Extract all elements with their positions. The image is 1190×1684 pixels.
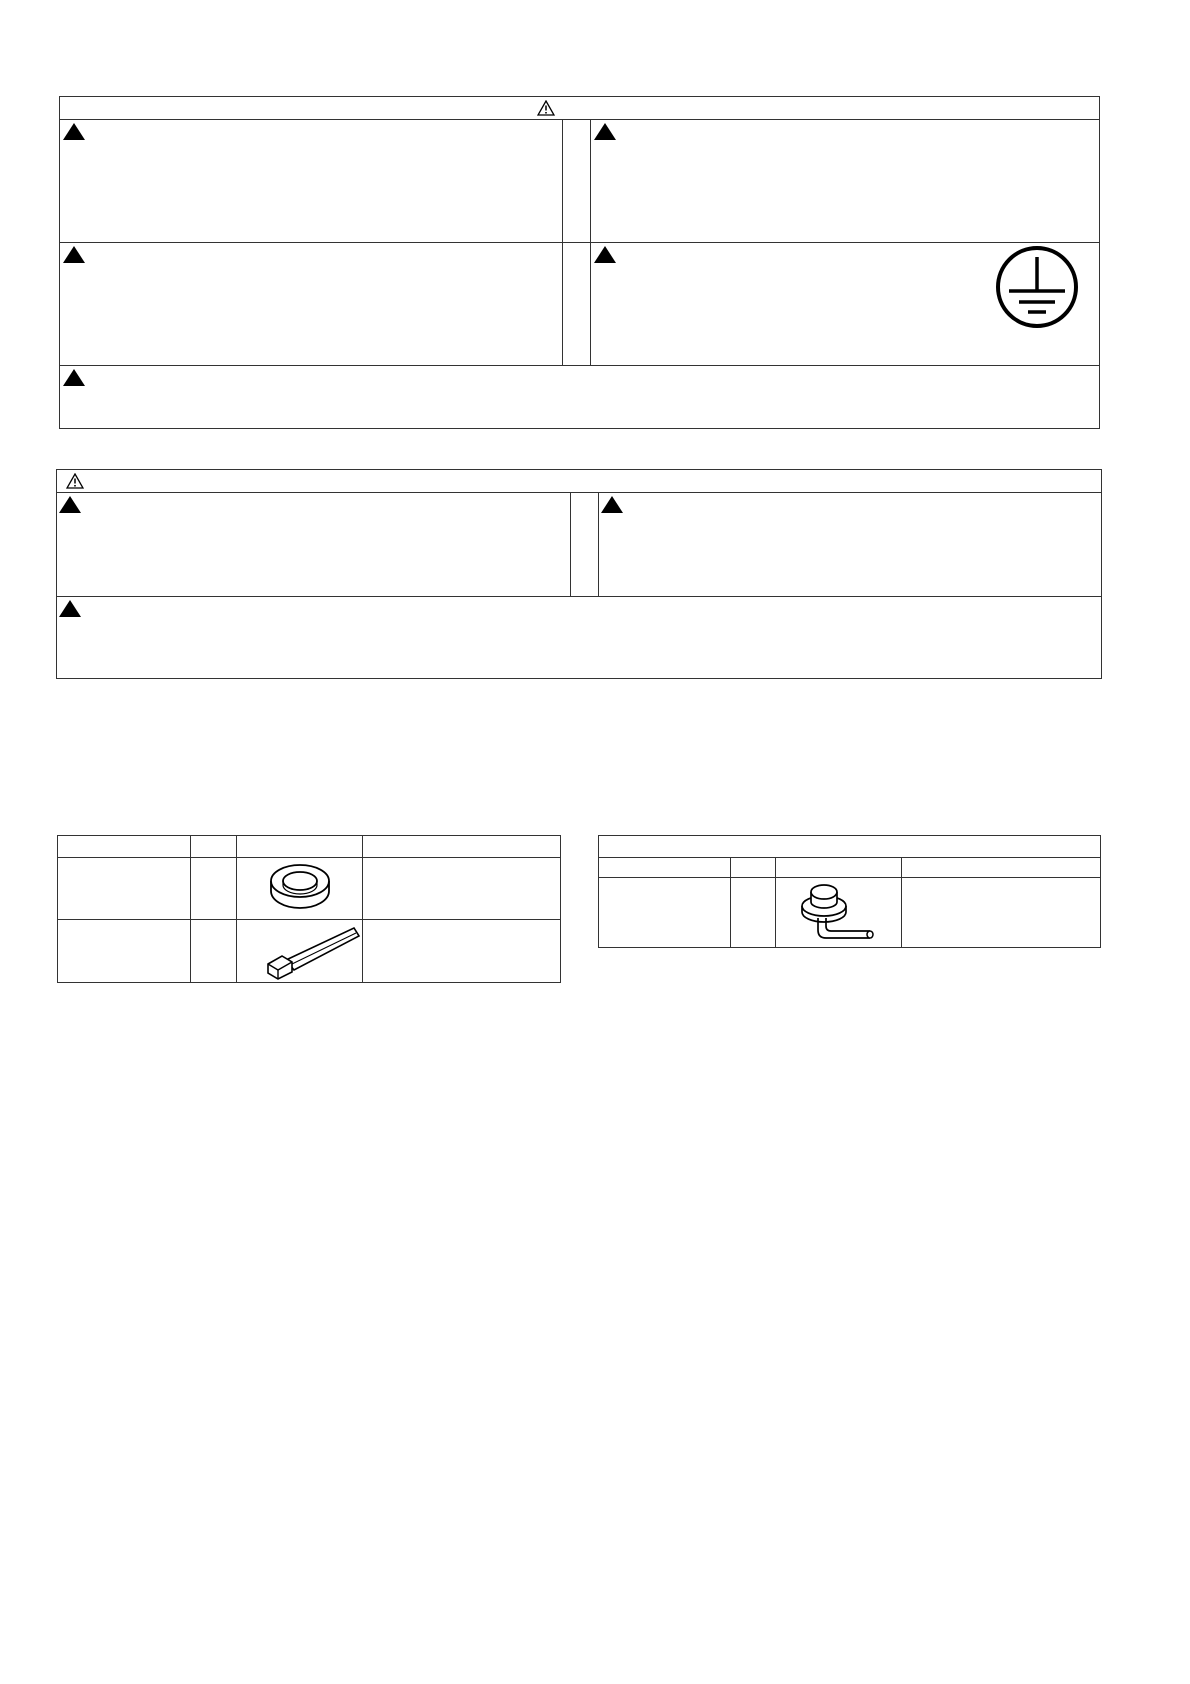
warning-cell-5 xyxy=(60,366,1099,428)
warning-outline-triangle-icon xyxy=(66,473,84,489)
warning-filled-triangle-icon xyxy=(594,123,616,140)
ferrite-ring-icon xyxy=(268,862,332,912)
left-table-header-divider xyxy=(57,857,561,858)
warning-filled-triangle-icon xyxy=(59,496,81,513)
warning-filled-triangle-icon xyxy=(63,123,85,140)
warning-column-divider-a xyxy=(562,119,563,365)
warning-filled-triangle-icon xyxy=(63,246,85,263)
right-table-col-divider-3 xyxy=(901,857,902,948)
caution-cell-1 xyxy=(57,493,570,596)
protective-earth-ground-icon xyxy=(995,245,1079,329)
warning-filled-triangle-icon xyxy=(601,496,623,513)
left-table-col-divider-2 xyxy=(236,835,237,983)
warning-outline-triangle-icon xyxy=(537,100,555,116)
caution-cell-2 xyxy=(599,493,1101,596)
right-table-title-divider xyxy=(598,857,1101,858)
warning-filled-triangle-icon xyxy=(63,369,85,386)
warning-filled-triangle-icon xyxy=(59,600,81,617)
warning-cell-4 xyxy=(591,243,1099,365)
drain-elbow-icon xyxy=(798,878,878,946)
caution-column-divider-a xyxy=(570,492,571,596)
cable-tie-icon xyxy=(264,924,364,980)
warning-cell-2 xyxy=(591,120,1099,242)
right-table-col-divider-1 xyxy=(730,857,731,948)
warning-filled-triangle-icon xyxy=(594,246,616,263)
warning-cell-3 xyxy=(60,243,562,365)
right-table-col-divider-2 xyxy=(775,857,776,948)
warning-cell-1 xyxy=(60,120,562,242)
caution-cell-3 xyxy=(57,597,1101,678)
left-table-row-divider xyxy=(57,919,561,920)
left-table-col-divider-1 xyxy=(190,835,191,983)
